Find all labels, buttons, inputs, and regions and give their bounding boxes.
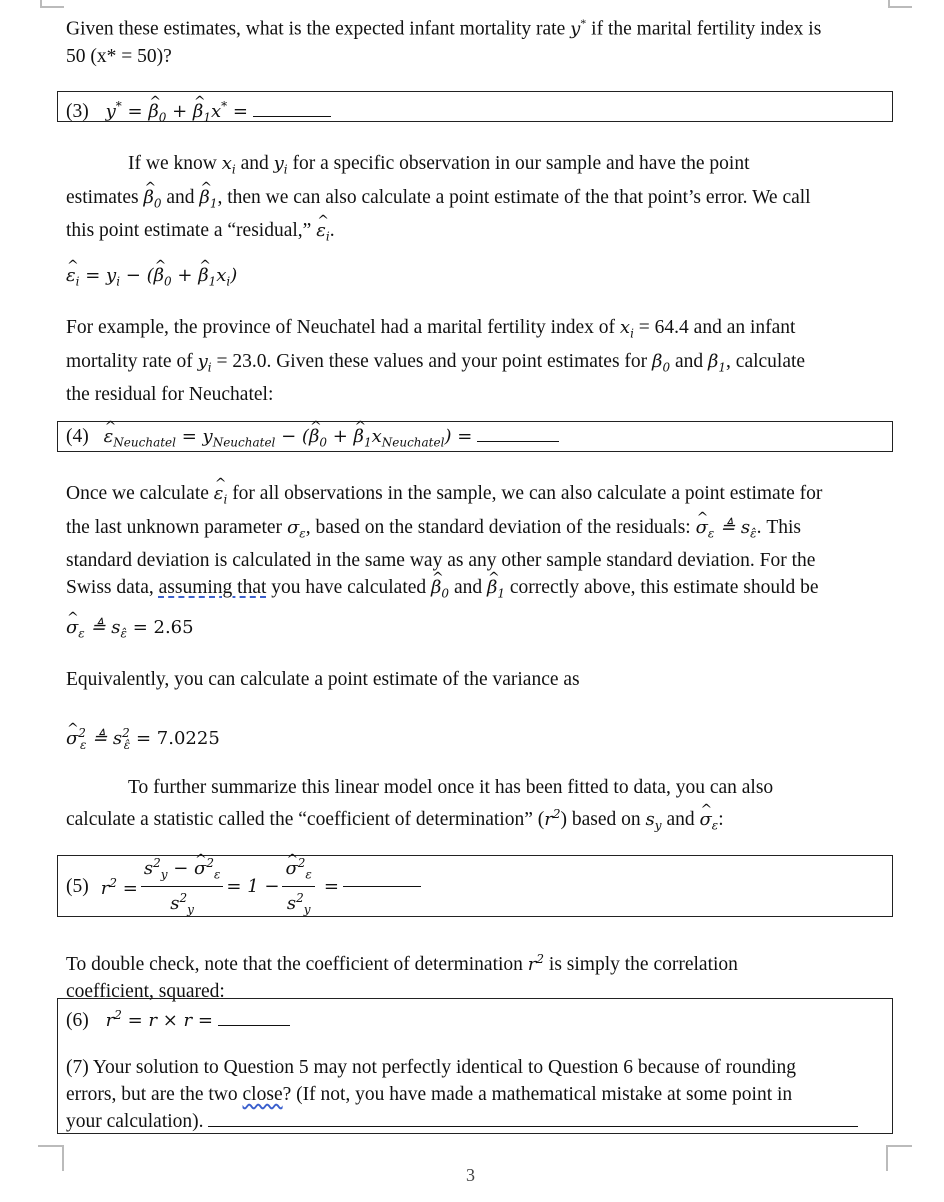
answer-blank-3[interactable] xyxy=(253,115,331,117)
corner-mark-top-right-h xyxy=(888,6,912,8)
check-paragraph: To double check, note that the coefficient of determination $r^2$ is simply the correlation coefficient, squared: xyxy=(66,952,738,1002)
example-paragraph: For example, the province of Neuchatel had a marital fertility index of $x_i = 64.4$ and an infant mortality rate of $y_i = 23.0$. Given these values and your point estimates for $\beta_0$ and $\beta_1$, calculate the residual for Neuchatel: xyxy=(66,317,806,406)
variance-estimate: ^ $\sigma^2_\varepsilon$ ≜ $s^2_{\varepsilon̂} = 7.0225$ xyxy=(66,720,220,759)
equation-number-3: (3) xyxy=(66,101,89,122)
equation-number-5: (5) xyxy=(66,875,89,897)
residual-paragraph: If we know $x_i$ and $y_i$ for a specific observation in our sample and have the point estimates ^ $\beta_0$ and ^ $\beta_1$, then we can also calculate a point estimate of the that point’s error. We call this point estimate a “residual,” ^ $\varepsilon_i$. xyxy=(66,150,886,251)
answer-blank-6[interactable] xyxy=(218,1024,290,1026)
corner-mark-bottom-left-v xyxy=(62,1145,64,1171)
r2-paragraph: To further summarize this linear model once it has been fitted to data, you can also calculate a statistic called the “coefficient of determination” $(r^2)$ based on $s_y$ and ^ $\sigma_\varepsilon$: xyxy=(66,774,886,840)
corner-mark-top-left-h xyxy=(40,6,64,8)
equation-box-6[interactable]: (6) $r^2 = r \times r$ = (7) Your solution to Question 5 may not perfectly identical to Question 6 because of rounding errors, but are the two close? (If not, you have made a mathematical mistake at some point in your calculation). xyxy=(57,998,893,1134)
answer-blank-5[interactable] xyxy=(343,885,421,887)
page-number: 3 xyxy=(466,1165,475,1185)
equation-box-5[interactable]: (5) $r^2$ = $\frac{s^2_y - \^{} \sigma^2_\varepsilon}{s^2_y}$ = 1 − ^ $\frac{\sigma^2_\varepsilon}{s^2_y}$ = xyxy=(57,855,893,917)
answer-blank-4[interactable] xyxy=(477,440,559,442)
corner-mark-bottom-left xyxy=(38,1145,64,1147)
r2-fraction-1: $\frac{s^2_y - \^{} \sigma^2_\varepsilon}{s^2_y}$ xyxy=(141,852,224,920)
variance-paragraph: Equivalently, you can calculate a point estimate of the variance as xyxy=(66,669,580,690)
equation-box-4[interactable]: (4) ^ $\varepsilon_{Neuchatel} = y_{Neuchatel}$ − (^ $\beta_0$ + ^ $\beta_1x_{Neuchatel}$) = xyxy=(57,421,893,452)
equation-number-4: (4) xyxy=(66,426,89,447)
residual-formula: ^ $\varepsilon_i = y_i$ − (^ $\beta_0$ + ^ $\beta_1x_i$) xyxy=(66,262,237,296)
intro-question: Given these estimates, what is the expected infant mortality rate y* if the marital fertility index is 50 (x* = 50)? xyxy=(66,16,822,67)
r2-fraction-2: ^ $\frac{\sigma^2_\varepsilon}{s^2_y}$ xyxy=(282,852,314,920)
equation-box-3[interactable]: (3) y* = ^ $\beta_0$ + ^ $\beta_1x^*$ = xyxy=(57,91,893,122)
question-7: (7) Your solution to Question 5 may not perfectly identical to Question 6 because of rounding errors, but are the two close? (If not, you have made a mathematical mistake at some point in your calculation). xyxy=(66,1054,881,1135)
corner-mark-bottom-right-v xyxy=(886,1145,888,1171)
sigma-estimate: ^ $\sigma_\varepsilon$ ≜ $s_{\varepsilon̂} = 2.65$ xyxy=(66,614,194,648)
equation-number-6: (6) xyxy=(66,1010,89,1031)
answer-blank-7[interactable] xyxy=(208,1125,858,1127)
corner-mark-bottom-right xyxy=(886,1145,912,1147)
sigma-paragraph: Once we calculate ^ $\varepsilon_i$ for all observations in the sample, we can also calculate a point estimate for the last unknown parameter $\sigma_\varepsilon$, based on the standard deviation of the residuals: ^ $\sigma_\varepsilon$ ≜ $s_{\varepsilon̂}$. This standard deviation is calculated in the same way as any other sample standard deviation. For the Swiss data, assuming that you have calculated ^ $\beta_0$ and ^ $\beta_1$ correctly above, this estimate should be xyxy=(66,480,886,608)
